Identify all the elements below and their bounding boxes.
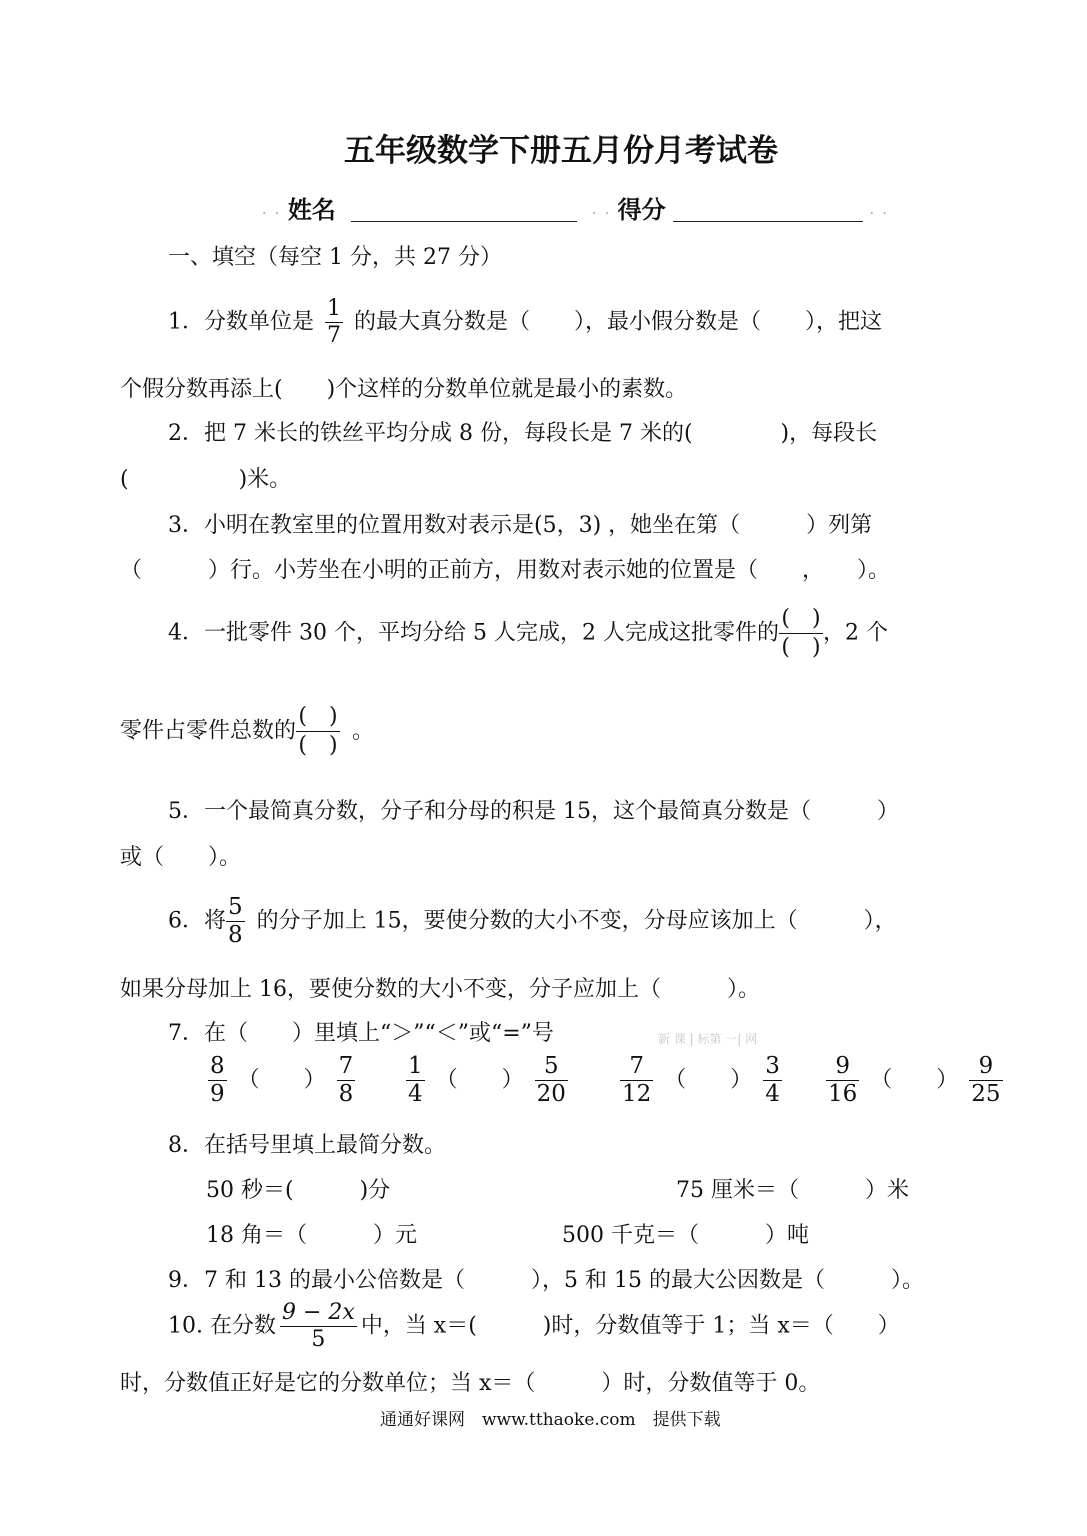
- q10-text-b: 中，当 x＝( )时，分数值等于 1；当 x＝（ ）: [360, 1313, 900, 1339]
- fraction: [826, 1055, 859, 1106]
- comparison-blank[interactable]: （ ）: [870, 1067, 959, 1093]
- question-4-line-2: [120, 706, 374, 757]
- question-8-item-d: 500 千克＝（ ）吨: [562, 1223, 809, 1248]
- dots-decoration: · ·: [869, 206, 889, 222]
- question-10-line-1: [168, 1302, 900, 1351]
- question-8-line-1: 8．在括号里填上最简分数。: [168, 1133, 446, 1158]
- q10-text-a: 10. 在分数: [168, 1313, 276, 1339]
- comparison-blank[interactable]: （ ）: [664, 1067, 753, 1093]
- score-field[interactable]: [673, 199, 863, 222]
- name-label: 姓名: [287, 196, 336, 224]
- q6-text-a: 6．将: [168, 908, 226, 934]
- blank-fraction[interactable]: [779, 608, 823, 659]
- fraction-numerator: 5: [228, 894, 243, 920]
- fraction-numerator: 8: [210, 1053, 225, 1079]
- fraction-denominator: 8: [228, 922, 243, 948]
- page-title: 五年级数学下册五月份月考试卷: [344, 133, 778, 169]
- question-4-line-1: [168, 608, 888, 659]
- question-9-line-1: 9．7 和 13 的最小公倍数是（ ），5 和 15 的最大公因数是（ ）。: [168, 1268, 924, 1293]
- question-2-line-1: 2．把 7 米长的铁丝平均分成 8 份，每段长是 7 米的( )，每段长: [168, 421, 878, 446]
- question-3-line-2: （ ）行。小芳坐在小明的正前方，用数对表示她的位置是（ ， ）。: [120, 558, 891, 583]
- dots-decoration: · ·: [262, 206, 288, 222]
- fraction: [226, 896, 245, 947]
- fraction: [325, 298, 343, 347]
- fraction: [208, 1055, 227, 1106]
- fraction: [535, 1055, 568, 1106]
- question-6-line-1: [168, 896, 897, 947]
- comparison-blank[interactable]: （ ）: [237, 1067, 326, 1093]
- fraction-numerator: 7: [629, 1053, 644, 1079]
- blank-fraction[interactable]: [296, 706, 340, 757]
- q1-text-a: 1．分数单位是: [168, 309, 314, 335]
- comparison-item-4: [822, 1055, 1007, 1106]
- comparison-item-3: [616, 1055, 786, 1106]
- fraction-bar: [779, 633, 823, 634]
- q4-text-a: 4．一批零件 30 个，平均分给 5 人完成，2 人完成这批零件的: [168, 620, 779, 646]
- fraction-denominator: 20: [536, 1081, 566, 1107]
- comparison-item-1: [204, 1055, 359, 1106]
- blank-denominator: ( ): [298, 733, 338, 758]
- question-6-line-2: 如果分母加上 16，要使分数的大小不变，分子应加上（ ）。: [120, 977, 760, 1002]
- question-7-line-1: 7．在（ ）里填上“＞”“＜”或“=”号: [168, 1021, 554, 1046]
- question-1-line-1: [168, 298, 882, 347]
- fraction-denominator: 4: [765, 1081, 780, 1107]
- comparison-item-2: [402, 1055, 572, 1106]
- fraction-denominator: 25: [971, 1081, 1001, 1107]
- q6-text-b: 的分子加上 15，要使分数的大小不变，分母应该加上（ ），: [256, 908, 897, 934]
- watermark: 新 课 | 标第 一| 网: [658, 1032, 758, 1046]
- fraction-bar: [296, 731, 340, 732]
- fraction-denominator: 7: [327, 323, 341, 348]
- question-3-line-1: 3．小明在教室里的位置用数对表示是(5，3) ，她坐在第（ ）列第: [168, 513, 873, 538]
- fraction-denominator: 8: [338, 1081, 354, 1107]
- blank-numerator: ( ): [298, 704, 338, 729]
- footer-credit: 通通好课网 www.tthaoke.com 提供下载: [380, 1410, 721, 1430]
- question-8-item-c: 18 角＝（ ）元: [206, 1223, 417, 1248]
- question-5-line-1: 5．一个最简真分数，分子和分母的积是 15，这个最简真分数是（ ）: [168, 799, 899, 824]
- fraction: [280, 1302, 357, 1351]
- fraction-numerator: 1: [408, 1053, 423, 1079]
- fraction: [406, 1055, 425, 1106]
- name-field[interactable]: [351, 199, 577, 222]
- fraction-numerator: 1: [327, 296, 341, 321]
- fraction-numerator: 9 − 2x: [281, 1300, 355, 1325]
- fraction-denominator: 16: [828, 1081, 858, 1107]
- fraction-denominator: 5: [311, 1327, 326, 1352]
- fraction: [969, 1055, 1002, 1106]
- question-5-line-2: 或（ ）。: [120, 845, 242, 870]
- comparison-blank[interactable]: （ ）: [435, 1067, 524, 1093]
- blank-numerator: ( ): [781, 606, 821, 631]
- fraction-denominator: 9: [210, 1081, 225, 1107]
- fraction-denominator: 12: [622, 1081, 652, 1107]
- blank-denominator: ( ): [781, 635, 821, 660]
- fraction-numerator: 9: [835, 1053, 850, 1079]
- question-2-line-2: ( )米。: [120, 467, 292, 492]
- fraction-denominator: 4: [408, 1081, 423, 1107]
- section-heading: 一、填空（每空 1 分，共 27 分）: [168, 245, 502, 270]
- q4-text-c: 零件占零件总数的: [120, 718, 297, 744]
- fraction: [763, 1055, 782, 1106]
- q4-text-b: ，2 个: [822, 620, 888, 646]
- score-label: 得分: [617, 196, 666, 224]
- fraction: [620, 1055, 653, 1106]
- q4-text-d: 。: [352, 718, 375, 744]
- question-8-item-a: 50 秒＝( )分: [206, 1178, 391, 1203]
- question-1-line-2: 个假分数再添上( )个这样的分数单位就是最小的素数。: [120, 377, 688, 402]
- fraction-numerator: 5: [543, 1053, 559, 1079]
- header-row: [262, 198, 889, 223]
- fraction-numerator: 3: [765, 1053, 780, 1079]
- fraction-numerator: 7: [338, 1053, 354, 1079]
- q1-text-b: 的最大真分数是（ ），最小假分数是（ ），把这: [354, 309, 883, 335]
- fraction-numerator: 9: [978, 1053, 994, 1079]
- fraction: [337, 1055, 356, 1106]
- dots-decoration: · ·: [591, 206, 618, 222]
- question-8-item-b: 75 厘米＝（ ）米: [676, 1178, 909, 1203]
- question-10-line-2: 时，分数值正好是它的分数单位；当 x＝（ ）时，分数值等于 0。: [120, 1371, 821, 1396]
